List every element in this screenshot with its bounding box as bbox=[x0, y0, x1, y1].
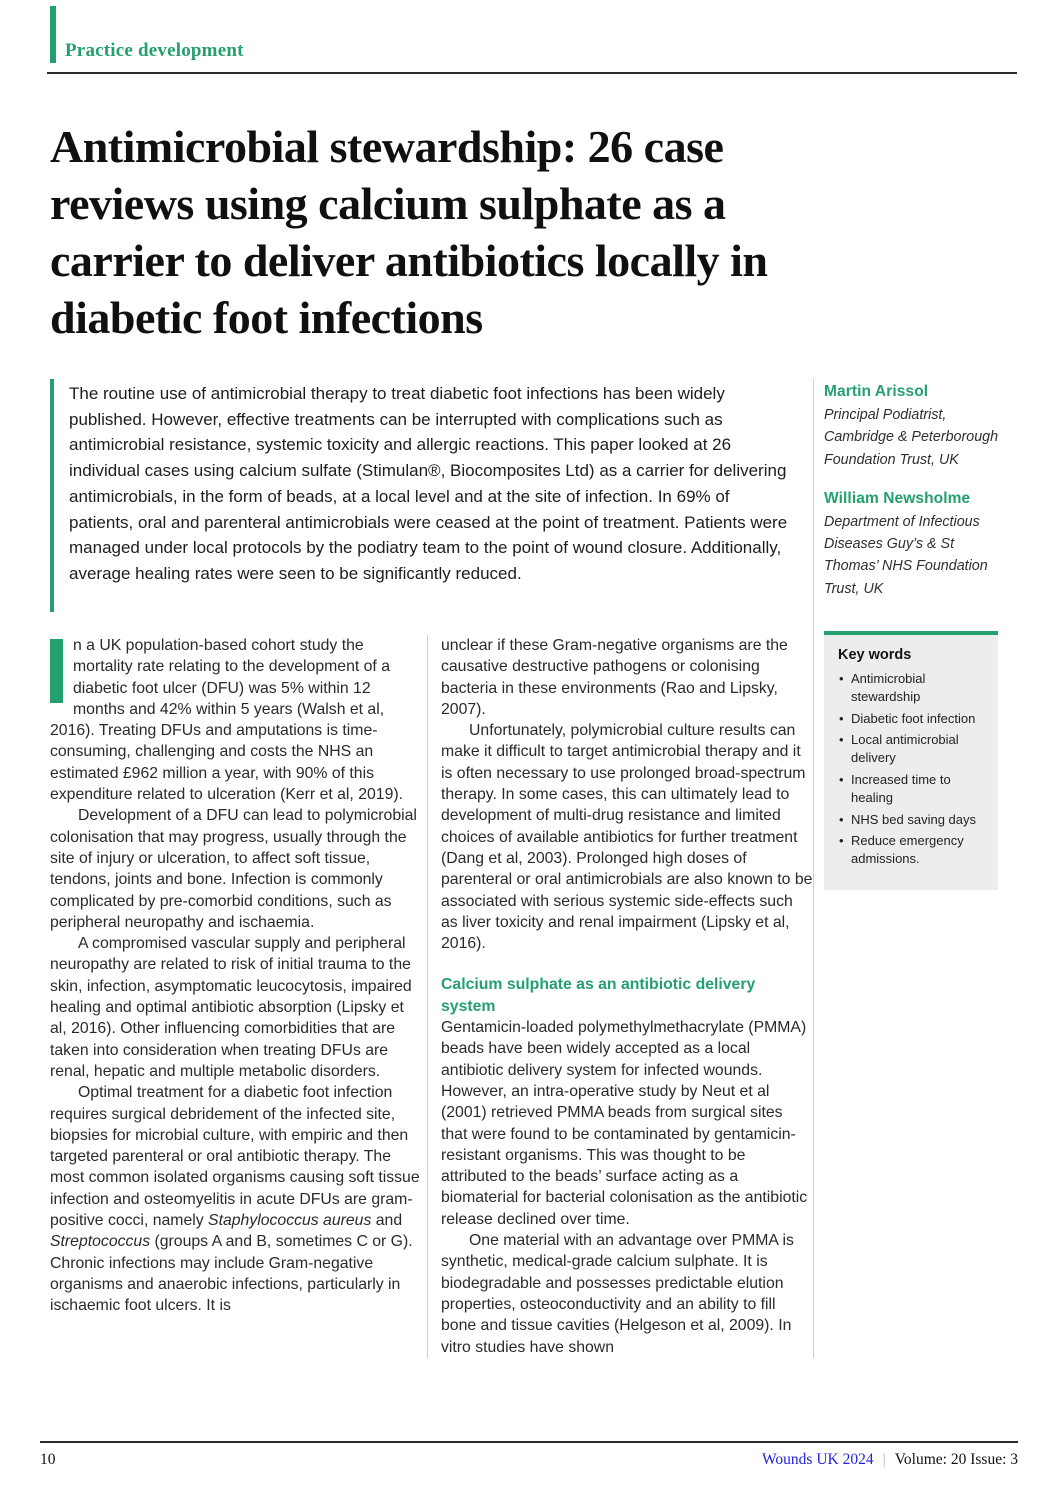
article-title-line: Antimicrobial stewardship: 26 case bbox=[50, 121, 724, 172]
species-name: Streptococcus bbox=[50, 1233, 151, 1251]
author-affiliation: Principal Podiatrist, Cambridge & Peterborough Foundation Trust, UK bbox=[824, 407, 999, 468]
drop-cap bbox=[50, 639, 63, 703]
paragraph bbox=[50, 1082, 422, 1316]
keyword-item: • Increased time to healing bbox=[838, 771, 988, 807]
body-column-right bbox=[428, 635, 813, 1358]
paragraph-text: Optimal treatment for a diabetic foot infection requires surgical debridement of the infected site, biopsies for microbial culture, with empiric and then targeted parenteral or oral antibiotic therapy. The most common isolated organisms causing soft tissue infection and osteomyelitis in acute DFUs are gram-positive cocci, namely bbox=[50, 1084, 420, 1230]
article-title-line: reviews using calcium sulphate as a bbox=[50, 178, 726, 229]
species-name: Staphylococcus aureus bbox=[208, 1212, 372, 1230]
paragraph-text: n a UK population-based cohort study the mortality rate relating to the development of a diabetic foot ulcer (DFU) was 5% within 12 months and 42% within 5 years (Walsh et al, 2016). Treating DFUs and amputations is time-consuming, challenging and costs the NHS an estimated £962 million a year, with 90% of this expenditure related to ulceration (Kerr et al, 2019). bbox=[50, 637, 404, 804]
paragraph-text: and bbox=[371, 1212, 403, 1230]
content-area bbox=[50, 379, 1017, 1358]
article-title-line: diabetic foot infections bbox=[50, 292, 483, 343]
keywords-list bbox=[838, 670, 988, 868]
paragraph: A compromised vascular supply and peripheral neuropathy are related to risk of initial trauma to the skin, infection, asymptomatic leucocytosis, impaired healing and optimal antibiotic absorption (Lipsky et al, 2016). Other influencing comorbidities that are taken into consideration when treating DFUs are renal, hepatic and multiple metabolic disorders. bbox=[50, 935, 412, 1080]
author-block bbox=[824, 490, 1017, 600]
author-block bbox=[824, 383, 1017, 471]
keyword-item: • Antimicrobial stewardship bbox=[838, 670, 988, 706]
paragraph: One material with an advantage over PMMA is synthetic, medical-grade calcium sulphate. It is biodegradable and possesses predictable elution properties, osteoconductivity and an ability to fill bone and tissue cavities (Helgeson et al, 2009). In vitro studies have shown bbox=[441, 1232, 794, 1356]
volume-issue: Volume: 20 Issue: 3 bbox=[894, 1451, 1018, 1468]
paragraph: Development of a DFU can lead to polymicrobial colonisation that may progress, usually through the site of injury or ulceration, to affect soft tissue, tendons, joints and bone. Infection is commonly complicated by pre-comorbid conditions, such as peripheral neuropathy and ischaemia. bbox=[50, 807, 417, 931]
main-column bbox=[50, 379, 813, 1358]
journal-name: Wounds UK 2024 bbox=[762, 1451, 874, 1468]
section-heading: Calcium sulphate as an antibiotic delivery system bbox=[441, 976, 756, 1015]
right-rail bbox=[813, 379, 1017, 1358]
abstract: The routine use of antimicrobial therapy to treat diabetic foot infections has been widely published. However, effective treatments can be interrupted with complications such as antimicrobial resistance, systemic toxicity and allergic reactions. This paper looked at 26 individual cases using calcium sulfate (Stimulan®, Biocomposites Ltd) as a carrier for delivering antimicrobials, in the form of beads, at a local level and at the site of infection. In 69% of patients, oral and parenteral antimicrobials were ceased at the point of treatment. Patients were managed under local protocols by the podiatry team to the point of wound closure. Additionally, average healing rates were seen to be significantly reduced. bbox=[50, 379, 813, 612]
header-rule bbox=[47, 72, 1017, 74]
article-title-line: carrier to deliver antibiotics locally in bbox=[50, 235, 768, 286]
keyword-item: • Diabetic foot infection bbox=[838, 710, 988, 728]
section-kicker bbox=[50, 6, 1017, 63]
body-column-left bbox=[50, 635, 428, 1358]
keyword-item: • Local antimicrobial delivery bbox=[838, 731, 988, 767]
footer-rule bbox=[40, 1441, 1018, 1443]
paragraph: unclear if these Gram-negative organisms are the causative destructive pathogens or colonising bacteria in these environments (Rao and Lipsky, 2007). bbox=[441, 637, 788, 718]
page-number: 10 bbox=[40, 1451, 56, 1468]
section-accent-bar bbox=[50, 6, 56, 63]
keywords-box bbox=[824, 631, 998, 890]
author-name: Martin Arissol bbox=[824, 383, 929, 400]
paragraph-text: (groups A and B, sometimes C or G). Chronic infections may include Gram-negative organisms and anaerobic infections, particularly in ischaemic foot ulcers. It is bbox=[50, 1233, 413, 1315]
keyword-item: • Reduce emergency admissions. bbox=[838, 832, 988, 868]
author-affiliation: Department of Infectious Diseases Guy’s & St Thomas’ NHS Foundation Trust, UK bbox=[824, 513, 988, 597]
footer-journal-info bbox=[762, 1451, 1018, 1469]
paragraph: Unfortunately, polymicrobial culture results can make it difficult to target antimicrobial therapy and it is often necessary to use prolonged broad-spectrum therapy. In some cases, this can ultimately lead to development of multi-drug resistance and limited choices of available antibiotics for further treatment (Dang et al, 2003). Prolonged high doses of parenteral or oral antimicrobials are also known to be associated with serious systemic side-effects such as liver toxicity and renal impairment (Lipsky et al, 2016). bbox=[441, 722, 813, 953]
footer-row bbox=[40, 1451, 1018, 1469]
footer-separator: | bbox=[882, 1451, 886, 1468]
keywords-heading: Key words bbox=[838, 647, 912, 664]
article-title bbox=[50, 118, 1017, 346]
author-name: William Newsholme bbox=[824, 489, 971, 507]
paragraph: Gentamicin-loaded polymethylmethacrylate (PMMA) beads have been widely accepted as a local antibiotic delivery system for infected wounds. However, an intra-operative study by Neut et al (2001) retrieved PMMA beads from surgical sites that were found to be contaminated by gentamicin-resistant organisms. This was thought to be attributed to the beads’ surface acting as a biomaterial for bacterial colonisation as the antibiotic release declined over time. bbox=[441, 1019, 808, 1228]
keyword-item: • NHS bed saving days bbox=[838, 811, 988, 829]
section-label: Practice development bbox=[65, 40, 244, 61]
page-footer bbox=[40, 1441, 1018, 1469]
body-columns bbox=[50, 635, 813, 1358]
paragraph-intro bbox=[50, 635, 422, 805]
